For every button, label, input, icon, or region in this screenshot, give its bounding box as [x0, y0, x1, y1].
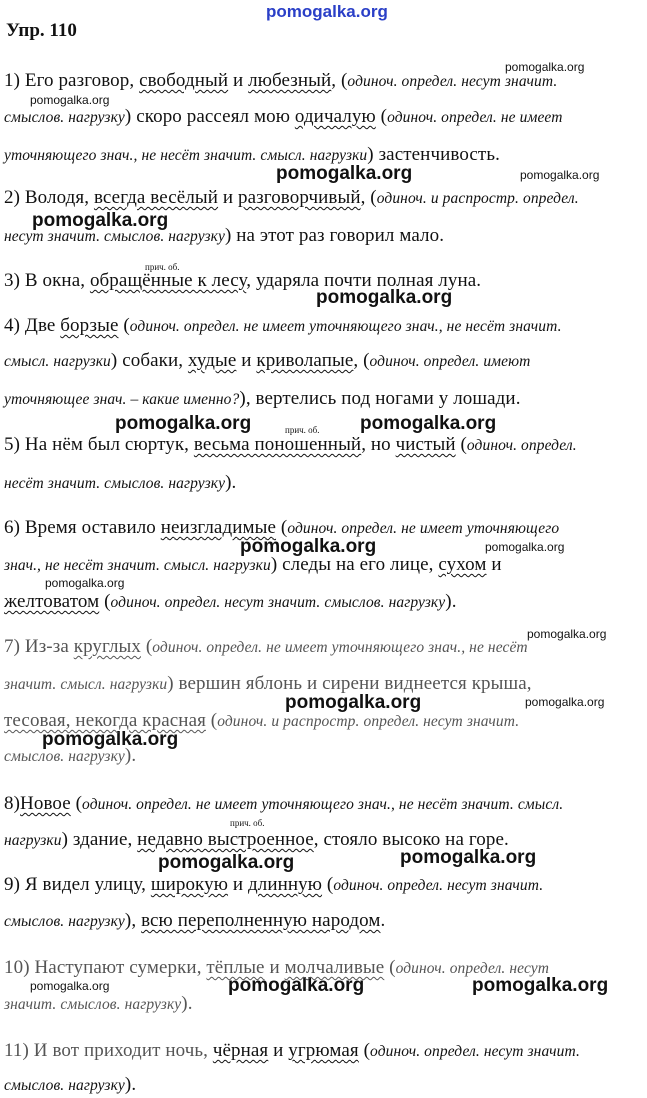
text-line: смыслов. нагрузку).: [4, 745, 137, 766]
text-line: смысл. нагрузки) собаки, худые и криволапые, (одиноч. определ. имеют: [4, 350, 531, 371]
text-line: уточняющего знач., не несёт значит. смысл. нагрузки) застенчивость.: [4, 144, 500, 165]
watermark: pomogalka.org: [400, 847, 537, 868]
text-line: смыслов. нагрузку), всю переполненную народом.: [4, 910, 386, 931]
text-line: 8)Новое (одиноч. определ. не имеет уточняющего знач., не несёт значит. смысл.: [4, 793, 564, 814]
watermark: pomogalka.org: [228, 975, 365, 996]
text-line: смыслов. нагрузку).: [4, 1074, 137, 1095]
watermark: pomogalka.org: [527, 627, 607, 641]
text-line: смыслов. нагрузку) скоро рассеял мою одичалую (одиноч. определ. не имеет: [4, 106, 563, 127]
watermark: pomogalka.org: [42, 729, 179, 750]
participle-note: прич. об.: [230, 818, 265, 828]
watermark: pomogalka.org: [32, 210, 169, 231]
text-line: 7) Из-за круглых (одиноч. определ. не имеет уточняющего знач., не несёт: [4, 636, 528, 657]
text-line: 11) И вот приходит ночь, чёрная и угрюмая (одиноч. определ. несут значит.: [4, 1040, 580, 1061]
text-line: 10) Наступают сумерки, тёплые и молчаливые (одиноч. определ. несут: [4, 957, 550, 978]
text-line: значит. смыслов. нагрузку).: [4, 993, 193, 1014]
watermark: pomogalka.org: [276, 163, 413, 184]
text-line: знач., не несёт значит. смысл. нагрузки) следы на его лице, сухом и: [4, 554, 502, 575]
text-line: несут значит. смыслов. нагрузку) на этот раз говорил мало.: [4, 225, 445, 246]
text-line: значит. смысл. нагрузки) вершин яблонь и сирени виднеется крыша,: [4, 673, 532, 694]
watermark: pomogalka.org: [520, 168, 600, 182]
watermark: pomogalka.org: [285, 692, 422, 713]
watermark: pomogalka.org: [505, 60, 585, 74]
watermark-top: pomogalka.org: [266, 2, 388, 21]
text-line: 1) Его разговор, свободный и любезный, (одиноч. определ. несут значит.: [4, 70, 558, 91]
watermark: pomogalka.org: [240, 536, 377, 557]
watermark: pomogalka.org: [30, 93, 110, 107]
watermark: pomogalka.org: [115, 413, 252, 434]
watermark: pomogalka.org: [316, 287, 453, 308]
text-line: несёт значит. смыслов. нагрузку).: [4, 472, 237, 493]
watermark: pomogalka.org: [525, 695, 605, 709]
participle-note: прич. об.: [285, 425, 320, 435]
watermark: pomogalka.org: [45, 576, 125, 590]
participle-note: прич. об.: [145, 262, 180, 272]
text-line: 3) В окна, обращённые к лесу, ударяла почти полная луна.: [4, 270, 482, 291]
text-line: 4) Две борзые (одиноч. определ. не имеет уточняющего знач., не несёт значит.: [4, 315, 562, 336]
text-line: 2) Володя, всегда весёлый и разговорчивый, (одиноч. и распростр. определ.: [4, 187, 579, 208]
text-line: нагрузки) здание, недавно выстроенное, стояло высоко на горе.: [4, 829, 509, 850]
text-line: тесовая, некогда красная (одиноч. и распростр. определ. несут значит.: [4, 710, 520, 731]
watermark: pomogalka.org: [485, 540, 565, 554]
watermark: pomogalka.org: [30, 979, 110, 993]
watermark: pomogalka.org: [158, 852, 295, 873]
text-line: 5) На нём был сюртук, весьма поношенный, но чистый (одиноч. определ.: [4, 434, 577, 455]
watermark: pomogalka.org: [472, 975, 609, 996]
text-line: уточняющее знач. – какие именно?), вертелись под ногами у лошади.: [4, 388, 521, 409]
exercise-title: Упр. 110: [6, 20, 77, 41]
text-line: 6) Время оставило неизгладимые (одиноч. определ. не имеет уточняющего: [4, 517, 560, 538]
watermark: pomogalka.org: [360, 413, 497, 434]
text-line: 9) Я видел улицу, широкую и длинную (одиноч. определ. несут значит.: [4, 874, 544, 895]
text-line: желтоватом (одиноч. определ. несут значит. смыслов. нагрузку).: [4, 591, 457, 612]
